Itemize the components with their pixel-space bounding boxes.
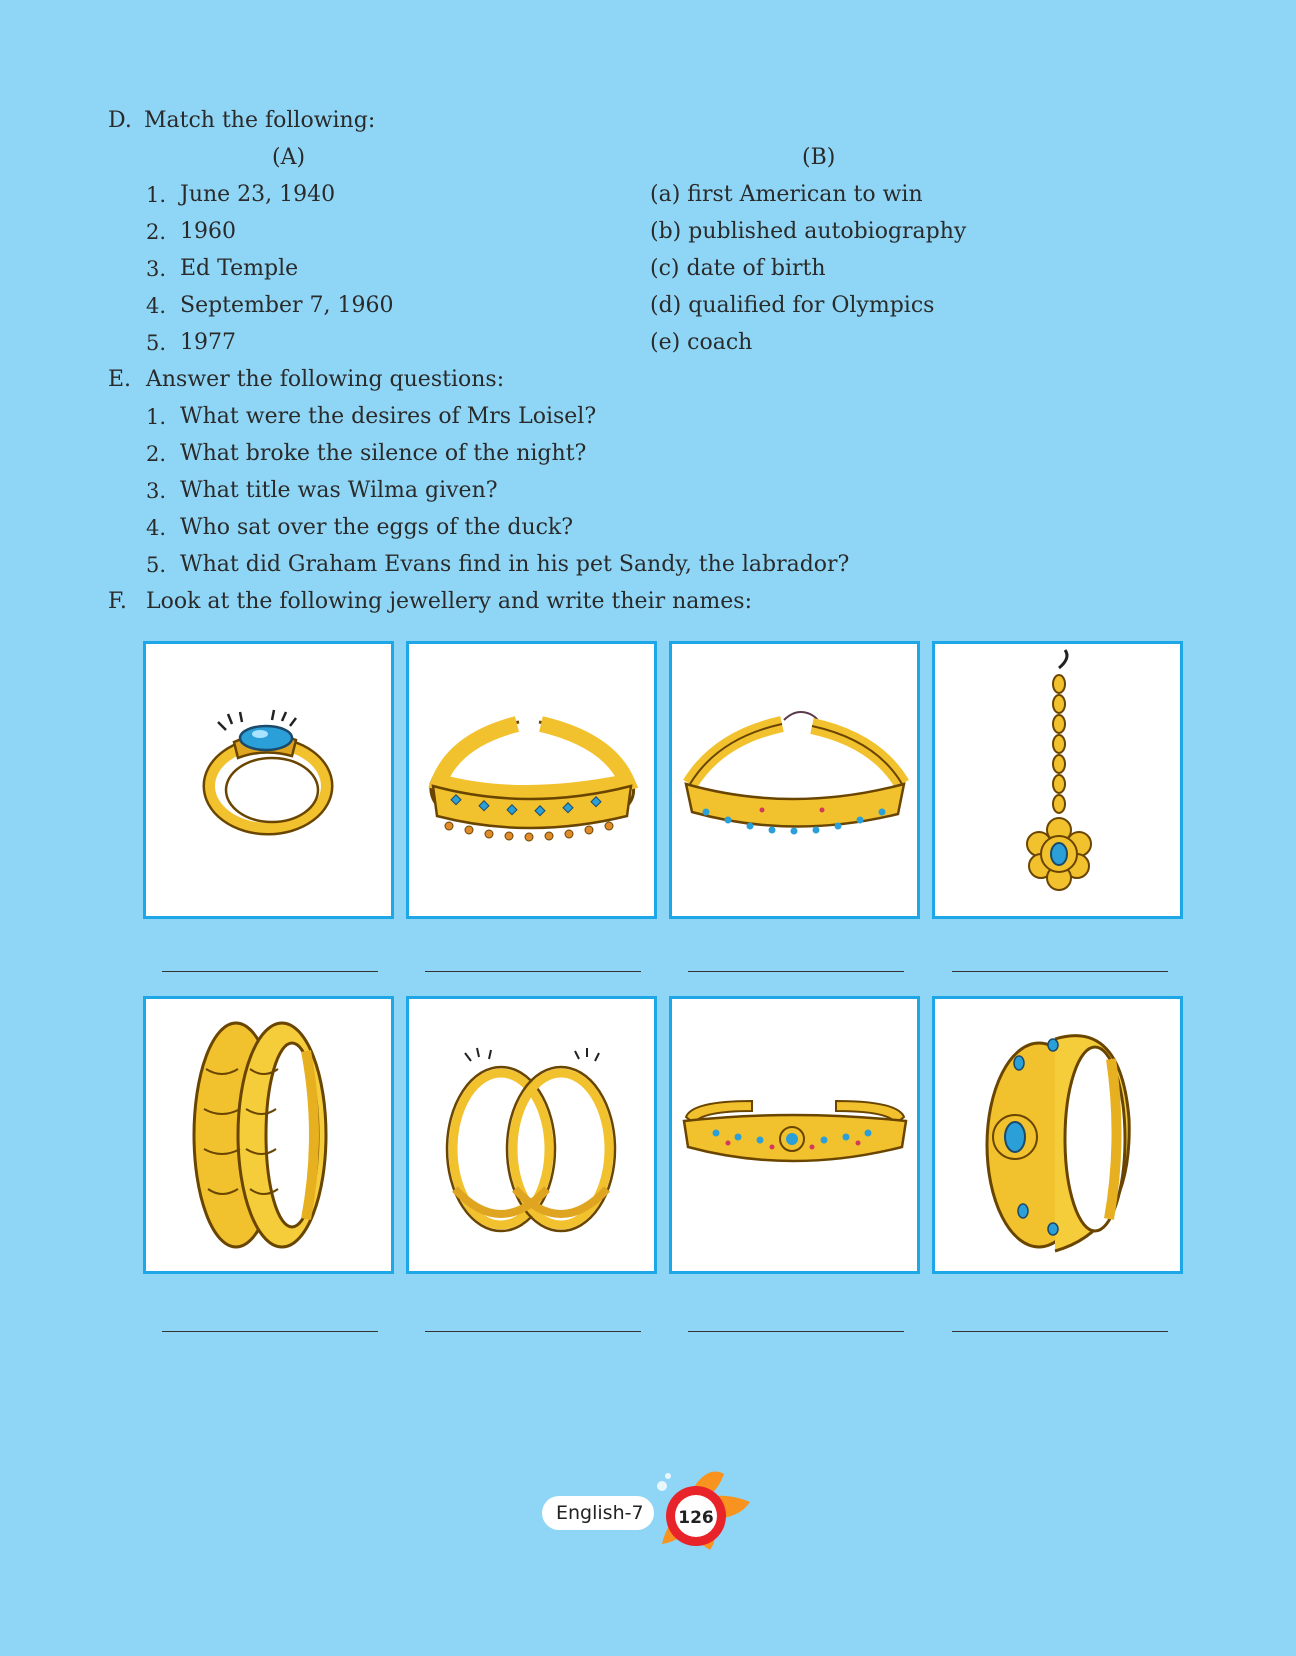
question-text: Who sat over the eggs of the duck?	[180, 515, 574, 540]
kada-image-box	[932, 996, 1183, 1274]
question-number: 1.	[146, 405, 167, 429]
section-e-letter: E.	[108, 367, 132, 392]
match-item-number: 1.	[146, 183, 167, 207]
match-item-b: (c) date of birth	[650, 256, 826, 281]
answer-blank[interactable]	[162, 1331, 378, 1332]
section-e-title: Answer the following questions:	[146, 367, 505, 392]
section-d-letter: D.	[108, 108, 132, 133]
question-text: What did Graham Evans find in his pet Sandy, the labrador?	[180, 552, 850, 577]
match-item-a: 1977	[180, 330, 236, 355]
choker-icon	[672, 644, 917, 916]
hoop-earrings-icon	[409, 999, 654, 1271]
ring-icon	[146, 644, 391, 916]
column-b-header: (B)	[802, 145, 836, 170]
match-item-number: 4.	[146, 294, 167, 318]
match-item-number: 3.	[146, 257, 167, 281]
bangles-icon	[146, 999, 391, 1271]
bangles-image-box	[143, 996, 394, 1274]
ring-image-box	[143, 641, 394, 919]
answer-blank[interactable]	[425, 971, 641, 972]
necklace-icon	[409, 644, 654, 916]
question-text: What title was Wilma given?	[180, 478, 498, 503]
choker-image-box	[669, 641, 920, 919]
match-item-b: (e) coach	[650, 330, 753, 355]
answer-blank[interactable]	[688, 971, 904, 972]
necklace-image-box	[406, 641, 657, 919]
question-text: What were the desires of Mrs Loisel?	[180, 404, 597, 429]
bracelet-image-box	[669, 996, 920, 1274]
kada-icon	[935, 999, 1180, 1271]
answer-blank[interactable]	[952, 1331, 1168, 1332]
answer-blank[interactable]	[952, 971, 1168, 972]
match-item-a: 1960	[180, 219, 236, 244]
match-item-a: June 23, 1940	[180, 182, 336, 207]
page-number: 126	[678, 1508, 714, 1528]
match-item-b: (a) first American to win	[650, 182, 923, 207]
match-item-number: 2.	[146, 220, 167, 244]
question-number: 3.	[146, 479, 167, 503]
answer-blank[interactable]	[162, 971, 378, 972]
section-d-title: Match the following:	[144, 108, 376, 133]
match-item-number: 5.	[146, 331, 167, 355]
hoop-earrings-image-box	[406, 996, 657, 1274]
question-number: 4.	[146, 516, 167, 540]
maang-tikka-icon	[935, 644, 1180, 916]
section-f-title: Look at the following jewellery and write their names:	[146, 589, 752, 614]
match-item-b: (b) published autobiography	[650, 219, 967, 244]
section-f-letter: F.	[108, 589, 127, 614]
book-title: English-7	[556, 1502, 644, 1524]
answer-blank[interactable]	[425, 1331, 641, 1332]
match-item-b: (d) qualified for Olympics	[650, 293, 935, 318]
answer-blank[interactable]	[688, 1331, 904, 1332]
question-number: 2.	[146, 442, 167, 466]
column-a-header: (A)	[272, 145, 306, 170]
maang-tikka-image-box	[932, 641, 1183, 919]
match-item-a: September 7, 1960	[180, 293, 394, 318]
match-item-a: Ed Temple	[180, 256, 299, 281]
question-text: What broke the silence of the night?	[180, 441, 587, 466]
bracelet-icon	[672, 999, 917, 1271]
question-number: 5.	[146, 553, 167, 577]
